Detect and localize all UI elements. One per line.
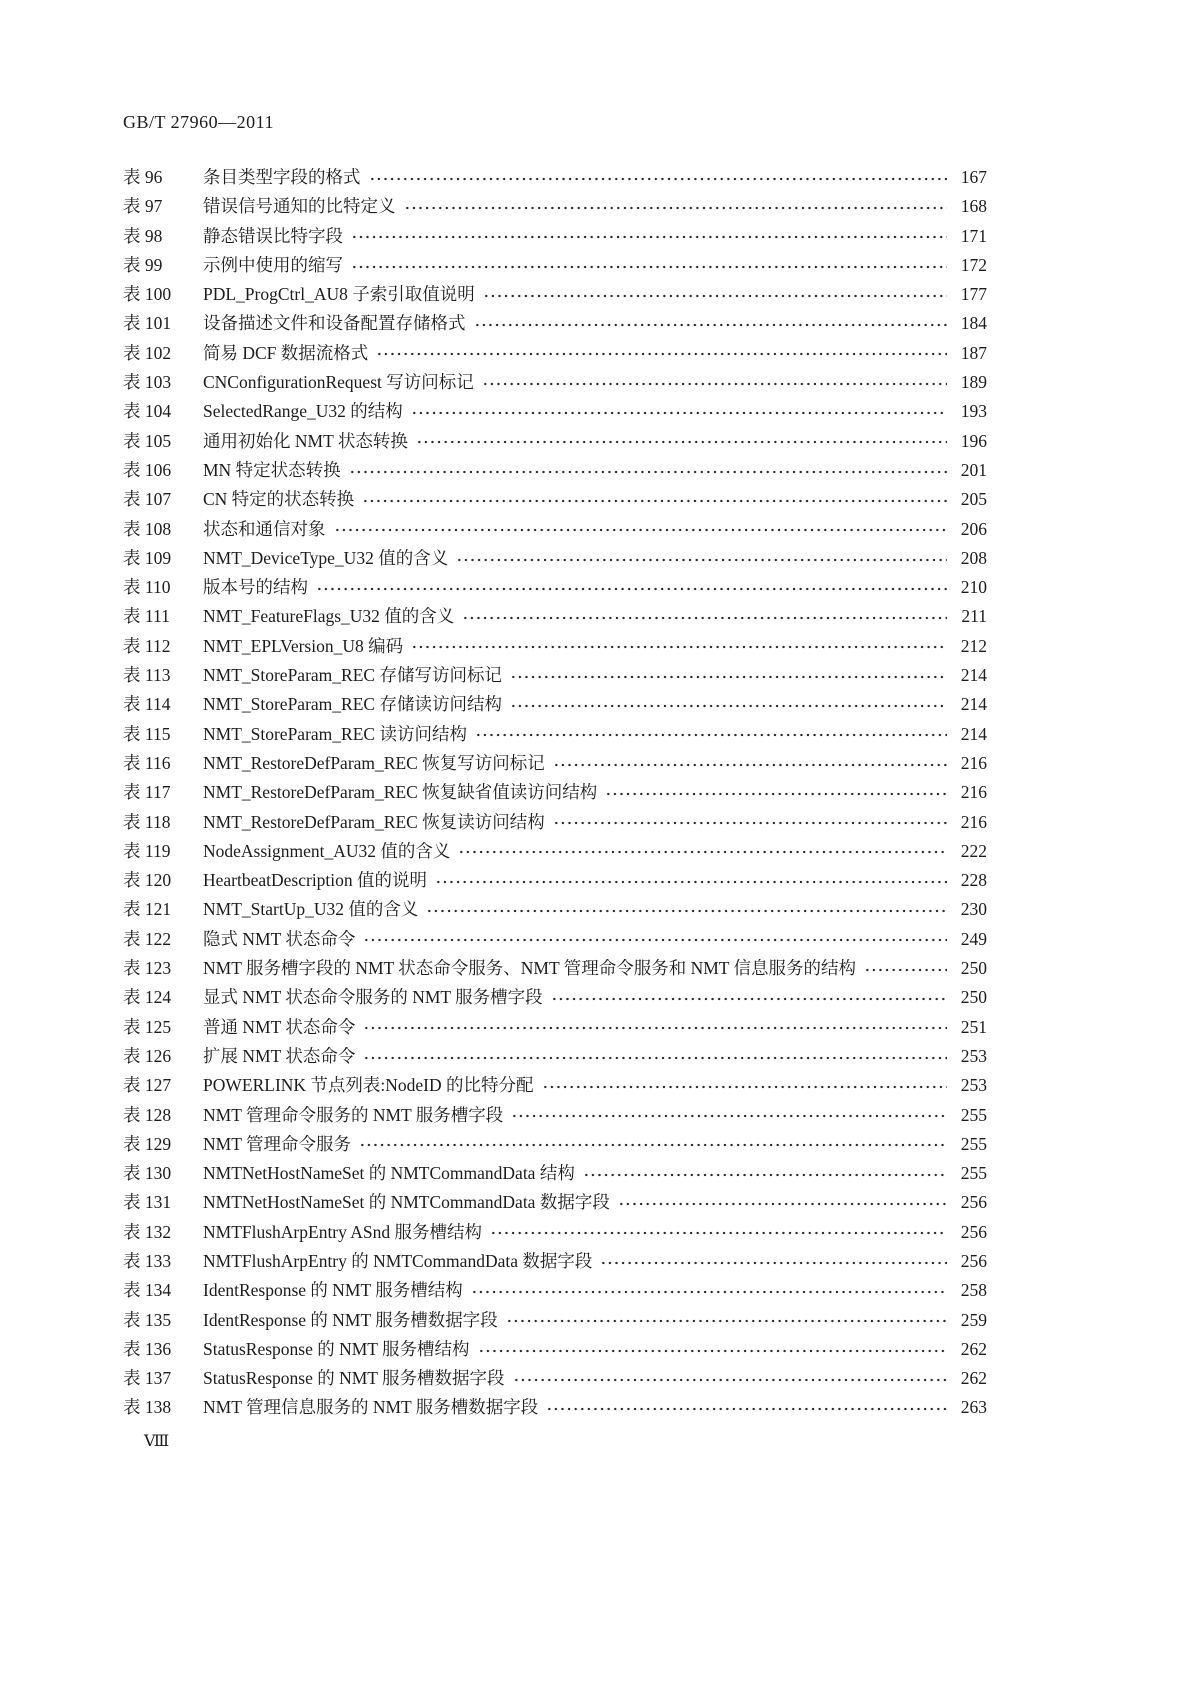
dot-leader [376, 345, 947, 363]
toc-entry-title: 静态错误比特字段 [203, 225, 343, 246]
toc-entry-label: 表 125 [123, 1016, 172, 1037]
toc-entry-label: 表 122 [123, 928, 172, 949]
toc-entry-label: 表 103 [123, 372, 172, 393]
toc-row [123, 955, 987, 984]
dot-leader [411, 404, 947, 422]
dot-leader [478, 1342, 947, 1360]
toc-entry-title: 简易 DCF 数据流格式 [203, 342, 369, 363]
toc-row [123, 1336, 987, 1365]
toc-entry-title: NMT 服务槽字段的 NMT 状态命令服务、NMT 管理命令服务和 NMT 信息服务的结构 [203, 958, 857, 979]
toc-entry-title: NMTFlushArpEntry 的 NMTCommandData 数据字段 [203, 1250, 593, 1271]
dot-leader [351, 228, 947, 246]
toc-entry-page: 258 [960, 1280, 987, 1301]
toc-row [123, 193, 987, 222]
toc-entry-label: 表 127 [123, 1075, 172, 1096]
toc-row [123, 603, 987, 632]
dot-leader [551, 990, 947, 1008]
dot-leader [483, 287, 947, 305]
toc-entry-title: NMT_RestoreDefParam_REC 恢复写访问标记 [203, 752, 545, 773]
toc-entry-page: 256 [960, 1192, 987, 1213]
dot-leader [351, 258, 947, 276]
toc-entry-title: IdentResponse 的 NMT 服务槽数据字段 [203, 1309, 498, 1330]
toc-entry-page: 214 [960, 723, 987, 744]
toc-entry-label: 表 106 [123, 459, 172, 480]
toc-entry-label: 表 119 [123, 840, 171, 861]
toc-entry-label: 表 123 [123, 958, 172, 979]
toc-entry-title: MN 特定状态转换 [203, 459, 341, 480]
toc-row [123, 1248, 987, 1277]
toc-entry-page: 256 [960, 1250, 987, 1271]
toc-row [123, 516, 987, 545]
toc-entry-page: 259 [960, 1309, 987, 1330]
toc-entry-label: 表 133 [123, 1250, 172, 1271]
dot-leader [363, 1049, 947, 1067]
toc-entry-page: 177 [960, 284, 987, 305]
toc-row [123, 1189, 987, 1218]
toc-entry-title: 隐式 NMT 状态命令 [203, 928, 356, 949]
dot-leader [605, 785, 947, 803]
dot-leader [510, 697, 947, 715]
document-header-standard-number: GB/T 27960—2011 [123, 112, 275, 132]
toc-entry-page: 172 [960, 254, 987, 275]
toc-entry-label: 表 132 [123, 1221, 172, 1242]
toc-entry-title: NMT_EPLVersion_U8 编码 [203, 635, 404, 656]
toc-entry-title: 通用初始化 NMT 状态转换 [203, 430, 408, 451]
toc-entry-label: 表 135 [123, 1309, 172, 1330]
toc-entry-title: 扩展 NMT 状态命令 [203, 1045, 356, 1066]
toc-entry-page: 196 [960, 430, 987, 451]
toc-row [123, 809, 987, 838]
toc-entry-title: StatusResponse 的 NMT 服务槽结构 [203, 1338, 470, 1359]
toc-entry-label: 表 102 [123, 342, 172, 363]
dot-leader [456, 551, 947, 569]
toc-entry-page: 250 [960, 958, 987, 979]
toc-row [123, 340, 987, 369]
toc-entry-label: 表 136 [123, 1338, 172, 1359]
toc-entry-page: 187 [960, 342, 987, 363]
toc-entry-label: 表 129 [123, 1133, 172, 1154]
toc-entry-title: 状态和通信对象 [203, 518, 326, 539]
toc-entry-label: 表 109 [123, 547, 172, 568]
toc-entry-label: 表 126 [123, 1045, 172, 1066]
toc-row [123, 457, 987, 486]
toc-entry-title: NodeAssignment_AU32 值的含义 [203, 840, 451, 861]
toc-entry-label: 表 131 [123, 1192, 172, 1213]
toc-row [123, 662, 987, 691]
dot-leader [363, 1019, 947, 1037]
dot-leader [362, 492, 947, 510]
toc-entry-page: 214 [960, 694, 987, 715]
toc-entry-title: NMTFlushArpEntry ASnd 服务槽结构 [203, 1221, 483, 1242]
toc-entry-title: NMT_RestoreDefParam_REC 恢复读访问结构 [203, 811, 545, 832]
toc-entry-page: 201 [960, 459, 987, 480]
toc-entry-label: 表 100 [123, 284, 172, 305]
toc-entry-title: NMTNetHostNameSet 的 NMTCommandData 结构 [203, 1163, 575, 1184]
dot-leader [411, 638, 947, 656]
toc-row [123, 984, 987, 1013]
toc-entry-label: 表 137 [123, 1368, 172, 1389]
toc-row [123, 1131, 987, 1160]
dot-leader [490, 1224, 947, 1242]
toc-row [123, 721, 987, 750]
toc-entry-label: 表 107 [123, 489, 172, 510]
toc-entry-page: 251 [960, 1016, 987, 1037]
toc-row [123, 310, 987, 339]
toc-row [123, 223, 987, 252]
dot-leader [864, 961, 947, 979]
toc-row [123, 369, 987, 398]
toc-row [123, 252, 987, 281]
dot-leader [506, 1312, 947, 1330]
toc-row [123, 896, 987, 925]
dot-leader [583, 1166, 947, 1184]
toc-entry-page: 262 [960, 1368, 987, 1389]
toc-entry-page: 205 [960, 489, 987, 510]
dot-leader [482, 375, 947, 393]
toc-entry-page: 249 [960, 928, 987, 949]
toc-entry-title: NMT_StoreParam_REC 存储读访问结构 [203, 694, 502, 715]
toc-entry-title: 版本号的结构 [203, 577, 308, 598]
dot-leader [435, 873, 947, 891]
toc-entry-page: 253 [960, 1075, 987, 1096]
toc-entry-title: 示例中使用的缩写 [203, 254, 343, 275]
toc-row [123, 750, 987, 779]
dot-leader [416, 433, 947, 451]
toc-row [123, 545, 987, 574]
toc-entry-page: 168 [960, 196, 987, 217]
dot-leader [359, 1136, 947, 1154]
toc-entry-label: 表 120 [123, 870, 172, 891]
toc-entry-title: PDL_ProgCtrl_AU8 子索引取值说明 [203, 284, 475, 305]
toc-entry-label: 表 98 [123, 225, 163, 246]
toc-entry-label: 表 118 [123, 811, 171, 832]
toc-entry-label: 表 104 [123, 401, 172, 422]
page-number-footer: Ⅷ [144, 1433, 170, 1450]
dot-leader [510, 668, 947, 686]
toc-entry-page: 214 [960, 665, 987, 686]
dot-leader [600, 1254, 947, 1272]
toc-entry-title: NMT 管理信息服务的 NMT 服务槽数据字段 [203, 1397, 539, 1418]
toc-row [123, 428, 987, 457]
toc-row [123, 867, 987, 896]
toc-entry-title: 条目类型字段的格式 [203, 167, 361, 187]
dot-leader [474, 316, 948, 334]
dot-leader [542, 1078, 947, 1096]
toc-entry-page: 253 [960, 1045, 987, 1066]
dot-leader [471, 1283, 947, 1301]
toc-entry-page: 167 [960, 167, 987, 187]
toc-entry-page: 216 [960, 782, 987, 803]
toc-row [123, 926, 987, 955]
toc-entry-page: 212 [960, 635, 987, 656]
toc-row [123, 1219, 987, 1248]
dot-leader [363, 931, 947, 949]
toc-entry-title: NMT_FeatureFlags_U32 值的含义 [203, 606, 455, 627]
dot-leader [426, 902, 947, 920]
toc-row [123, 1014, 987, 1043]
toc-entry-page: 189 [960, 372, 987, 393]
dot-leader [513, 1371, 947, 1389]
toc-entry-page: 211 [961, 606, 987, 627]
dot-leader [349, 463, 947, 481]
toc-entry-title: IdentResponse 的 NMT 服务槽结构 [203, 1280, 463, 1301]
toc-entry-label: 表 138 [123, 1397, 172, 1418]
toc-entry-title: POWERLINK 节点列表:NodeID 的比特分配 [203, 1075, 534, 1096]
toc-row [123, 1102, 987, 1131]
toc-entry-title: 普通 NMT 状态命令 [203, 1016, 356, 1037]
toc-entry-title: CNConfigurationRequest 写访问标记 [203, 372, 474, 393]
toc-row [123, 691, 987, 720]
toc-entry-title: SelectedRange_U32 的结构 [203, 401, 403, 422]
toc-entry-label: 表 97 [123, 196, 163, 217]
dot-leader [475, 726, 947, 744]
toc-entry-label: 表 134 [123, 1280, 172, 1301]
toc-row [123, 1365, 987, 1394]
toc-entry-title: 显式 NMT 状态命令服务的 NMT 服务槽字段 [203, 987, 543, 1008]
toc-entry-title: NMT_StoreParam_REC 读访问结构 [203, 723, 467, 744]
dot-leader [618, 1195, 947, 1213]
dot-leader [553, 814, 947, 832]
toc-entry-page: 216 [960, 752, 987, 773]
toc-entry-page: 255 [960, 1133, 987, 1154]
dot-leader [511, 1107, 947, 1125]
toc-entry-title: HeartbeatDescription 值的说明 [203, 870, 428, 891]
toc-entry-title: CN 特定的状态转换 [203, 489, 355, 510]
toc-entry-title: NMT 管理命令服务的 NMT 服务槽字段 [203, 1104, 504, 1125]
toc-entry-page: 250 [960, 987, 987, 1008]
toc-entry-page: 208 [960, 547, 987, 568]
toc-row [123, 838, 987, 867]
toc-entry-title: NMT_DeviceType_U32 值的含义 [203, 547, 449, 568]
toc-entry-label: 表 115 [123, 723, 171, 744]
toc-entry-page: 193 [960, 401, 987, 422]
toc-entry-page: 255 [960, 1163, 987, 1184]
dot-leader [404, 199, 948, 217]
toc-entry-page: 228 [960, 870, 987, 891]
toc-entry-label: 表 99 [123, 254, 163, 275]
toc-entry-label: 表 116 [123, 752, 171, 773]
toc-row [123, 574, 987, 603]
toc-entry-title: 设备描述文件和设备配置存储格式 [203, 313, 466, 334]
toc-row [123, 1160, 987, 1189]
toc-row [123, 1043, 987, 1072]
toc-row [123, 164, 987, 193]
toc-entry-page: 171 [960, 225, 987, 246]
toc-entry-page: 262 [960, 1338, 987, 1359]
toc-entry-label: 表 101 [123, 313, 172, 334]
toc-list [123, 164, 987, 1424]
toc-entry-label: 表 112 [123, 635, 171, 656]
toc-entry-label: 表 114 [123, 694, 171, 715]
dot-leader [458, 843, 947, 861]
toc-entry-title: NMT_StoreParam_REC 存储写访问标记 [203, 665, 502, 686]
toc-entry-title: NMT 管理命令服务 [203, 1133, 351, 1154]
dot-leader [334, 521, 948, 539]
toc-entry-title: 错误信号通知的比特定义 [203, 196, 396, 217]
toc-entry-label: 表 121 [123, 899, 172, 920]
toc-entry-label: 表 128 [123, 1104, 172, 1125]
toc-row [123, 281, 987, 310]
toc-entry-label: 表 124 [123, 987, 172, 1008]
toc-row [123, 1307, 987, 1336]
dot-leader [369, 170, 948, 188]
toc-entry-page: 210 [960, 577, 987, 598]
dot-leader [546, 1400, 947, 1418]
toc-entry-label: 表 108 [123, 518, 172, 539]
toc-entry-label: 表 113 [123, 665, 171, 686]
dot-leader [462, 609, 947, 627]
toc-entry-page: 184 [960, 313, 987, 334]
toc-entry-page: 216 [960, 811, 987, 832]
toc-row [123, 486, 987, 515]
toc-entry-page: 256 [960, 1221, 987, 1242]
toc-entry-title: StatusResponse 的 NMT 服务槽数据字段 [203, 1368, 505, 1389]
toc-entry-label: 表 96 [123, 167, 163, 187]
toc-entry-page: 206 [960, 518, 987, 539]
toc-row [123, 1277, 987, 1306]
toc-row [123, 779, 987, 808]
toc-entry-title: NMTNetHostNameSet 的 NMTCommandData 数据字段 [203, 1192, 610, 1213]
toc-entry-page: 230 [960, 899, 987, 920]
toc-entry-title: NMT_StartUp_U32 值的含义 [203, 899, 419, 920]
toc-entry-label: 表 111 [123, 606, 170, 627]
dot-leader [316, 580, 947, 598]
toc-entry-label: 表 117 [123, 782, 171, 803]
toc-entry-page: 263 [960, 1397, 987, 1418]
toc-row [123, 1394, 987, 1423]
dot-leader [553, 756, 947, 774]
toc-entry-label: 表 110 [123, 577, 171, 598]
toc-entry-page: 255 [960, 1104, 987, 1125]
toc-entry-title: NMT_RestoreDefParam_REC 恢复缺省值读访问结构 [203, 782, 598, 803]
toc-row [123, 1072, 987, 1101]
toc-row [123, 398, 987, 427]
toc-row [123, 633, 987, 662]
toc-entry-label: 表 105 [123, 430, 172, 451]
toc-entry-page: 222 [960, 840, 987, 861]
toc-entry-label: 表 130 [123, 1163, 172, 1184]
